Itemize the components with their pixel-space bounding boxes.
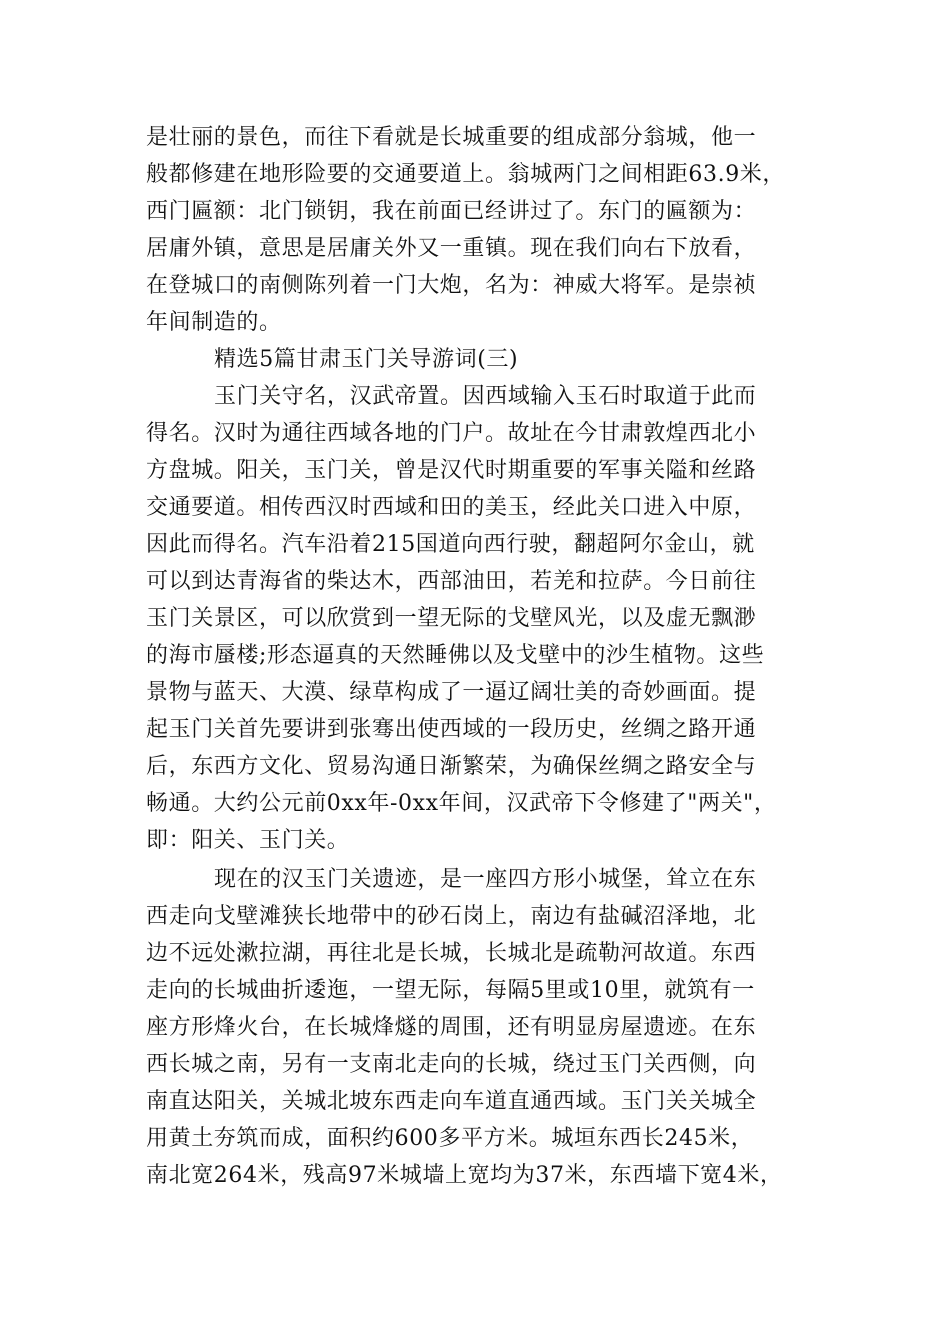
text-line: 玉门关景区，可以欣赏到一望无际的戈壁风光，以及虚无飘渺 — [146, 606, 757, 631]
text-line: 交通要道。相传西汉时西域和田的美玉，经此关口进入中原， — [146, 495, 757, 520]
text-line: 西门匾额：北门锁钥，我在前面已经讲过了。东门的匾额为： — [146, 199, 757, 224]
text-line: 现在的汉玉门关遗迹，是一座四方形小城堡，耸立在东 — [214, 867, 757, 892]
text-line: 居庸外镇，意思是居庸关外又一重镇。现在我们向右下放看， — [146, 236, 757, 261]
text-line: 年间制造的。 — [146, 310, 282, 335]
section-heading: 精选5篇甘肃玉门关导游词(三) — [214, 347, 519, 372]
text-line: 即：阳关、玉门关。 — [146, 828, 350, 853]
text-line: 的海市蜃楼;形态逼真的天然睡佛以及戈壁中的沙生植物。这些 — [146, 643, 765, 668]
text-line: 起玉门关首先要讲到张骞出使西域的一段历史，丝绸之路开通 — [146, 717, 757, 742]
text-line: 得名。汉时为通往西域各地的门户。故址在今甘肃敦煌西北小 — [146, 421, 757, 446]
text-line: 方盘城。阳关，玉门关，曾是汉代时期重要的军事关隘和丝路 — [146, 458, 757, 483]
text-line: 在登城口的南侧陈列着一门大炮，名为：神威大将军。是崇祯 — [146, 273, 757, 298]
text-line: 般都修建在地形险要的交通要道上。翁城两门之间相距63.9米， — [146, 162, 785, 187]
text-line: 因此而得名。汽车沿着215国道向西行驶，翻超阿尔金山，就 — [146, 532, 755, 557]
text-line: 用黄土夯筑而成，面积约600多平方米。城垣东西长245米， — [146, 1126, 754, 1151]
text-line: 玉门关守名，汉武帝置。因西域输入玉石时取道于此而 — [214, 384, 757, 409]
text-line: 后，东西方文化、贸易沟通日渐繁荣，为确保丝绸之路安全与 — [146, 754, 757, 779]
text-line: 座方形烽火台，在长城烽燧的周围，还有明显房屋遗迹。在东 — [146, 1015, 757, 1040]
text-line: 南北宽264米，残高97米城墙上宽均为37米，东西墙下宽4米， — [146, 1163, 783, 1188]
text-line: 西长城之南，另有一支南北走向的长城，绕过玉门关西侧，向 — [146, 1052, 757, 1077]
text-line: 景物与蓝天、大漠、绿草构成了一逼辽阔壮美的奇妙画面。提 — [146, 680, 757, 705]
text-line: 西走向戈壁滩狭长地带中的砂石岗上，南边有盐碱沼泽地，北 — [146, 904, 757, 929]
text-line: 走向的长城曲折逶迤，一望无际，每隔5里或10里，就筑有一 — [146, 978, 755, 1003]
text-line: 是壮丽的景色，而往下看就是长城重要的组成部分翁城，他一 — [146, 125, 757, 150]
text-line: 畅通。大约公元前0xx年-0xx年间，汉武帝下令修建了"两关"， — [146, 791, 777, 816]
text-line: 南直达阳关，关城北坡东西走向车道直通西域。玉门关关城全 — [146, 1089, 757, 1114]
text-line: 可以到达青海省的柴达木，西部油田，若羌和拉萨。今日前往 — [146, 569, 757, 594]
text-line: 边不远处漱拉湖，再往北是长城，长城北是疏勒河故道。东西 — [146, 941, 757, 966]
